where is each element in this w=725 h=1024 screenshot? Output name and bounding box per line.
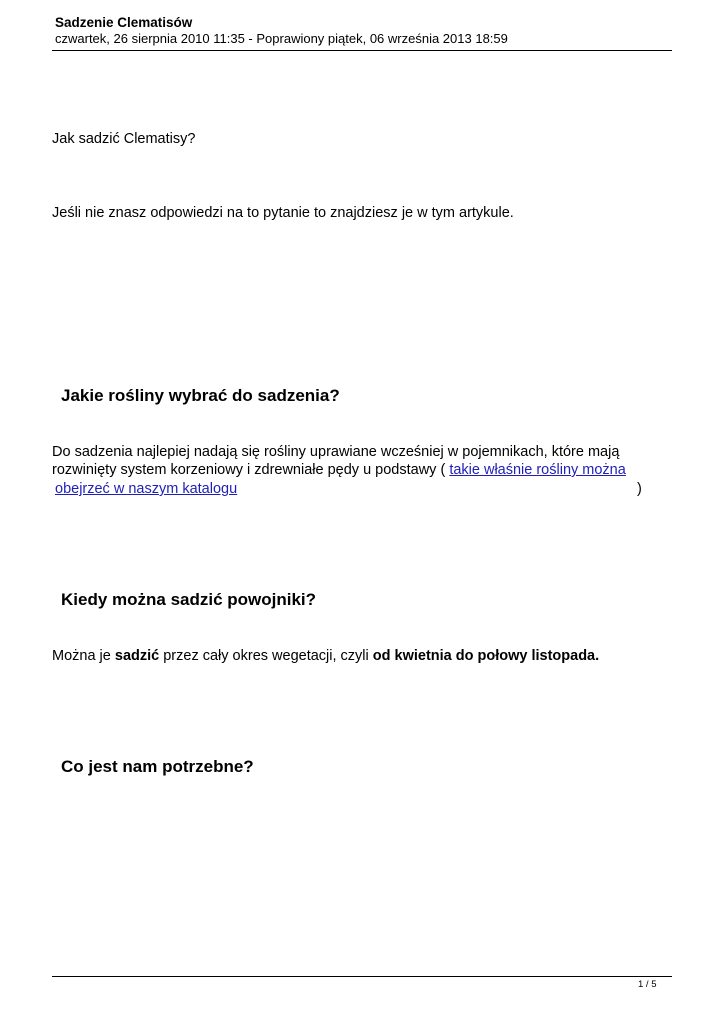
document-title: Sadzenie Clematisów [55, 15, 193, 30]
intro-lead: Jeśli nie znasz odpowiedzi na to pytanie to znajdziesz je w tym artykule. [52, 205, 514, 221]
catalog-link-part-2[interactable]: obejrzeć w naszym katalogu [55, 481, 238, 497]
intro-question: Jak sadzić Clematisy? [52, 131, 196, 147]
section-plants-line-1: Do sadzenia najlepiej nadają się rośliny uprawiane wcześniej w pojemnikach, które mają [52, 444, 620, 460]
document-meta: czwartek, 26 sierpnia 2010 11:35 - Poprawiony piątek, 06 września 2013 18:59 [55, 31, 508, 46]
section-heading-when: Kiedy można sadzić powojniki? [61, 590, 317, 609]
page-number: 1 / 5 [638, 979, 657, 990]
section-when-text-b: przez cały okres wegetacji, czyli [159, 648, 373, 664]
section-heading-plants: Jakie rośliny wybrać do sadzenia? [61, 386, 340, 405]
catalog-link-part-1[interactable]: takie właśnie rośliny można [449, 462, 626, 478]
section-when-text-a: Można je [52, 648, 115, 664]
footer-divider [52, 976, 672, 977]
section-when-text [52, 647, 599, 665]
section-heading-needs: Co jest nam potrzebne? [61, 757, 254, 776]
section-plants-line-2 [52, 461, 626, 479]
section-when-bold-b: od kwietnia do połowy listopada. [372, 648, 600, 664]
closing-parenthesis: ) [637, 481, 642, 497]
section-plants-line-3 [55, 480, 237, 498]
header-divider [52, 50, 672, 51]
section-when-bold-a: sadzić [114, 648, 160, 664]
section-plants-line-2-text: rozwinięty system korzeniowy i zdrewniałe pędy u podstawy ( [52, 462, 450, 478]
